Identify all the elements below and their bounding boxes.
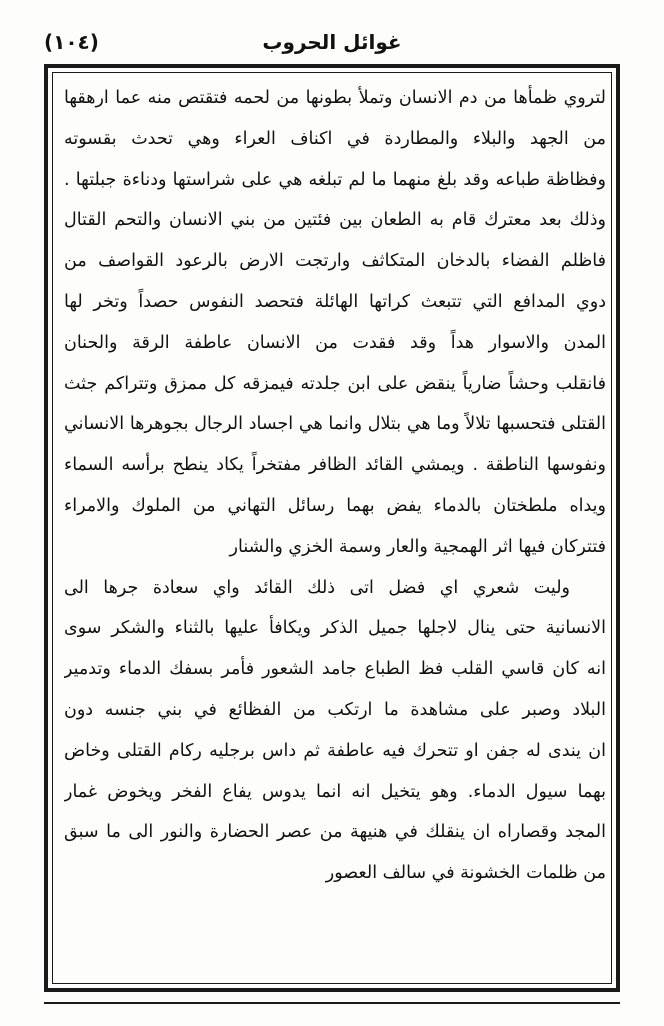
text-line: المجد وقصاراه ان ينقلك في هنيهة من عصر الحضارة والنور الى ما سبق (64, 822, 606, 843)
text-line: القتلى فتحسبها تلالاً وما هي بتلال وانما هي اجساد الرجال بجوهرها الانساني (64, 414, 606, 435)
paragraph-end-line: فتتركان فيها اثر الهمجية والعار وسمة الخزي والشنار (229, 536, 606, 557)
text-line: ونفوسها الناطقة . ويمشي القائد الظافر مفتخراً يكاد ينطح برأسه السماء (64, 455, 606, 476)
bottom-rule (44, 1002, 620, 1004)
text-line: انه كان قاسي القلب فظ الطباع جامد الشعور فأمر بسفك الدماء وتدمير (64, 659, 606, 680)
text-line: فاظلم الفضاء بالدخان المتكاثف وارتجت الارض بالرعود القواصف من (64, 251, 606, 272)
text-line: من الجهد والبلاء والمطاردة في اكناف العراء وهي تحدث بقسوته (64, 128, 606, 149)
running-title: غوائل الحروب (262, 30, 402, 54)
text-line: لتروي ظمأها من دم الانسان وتملأ بطونها من لحمه فتقتص منه عما ارهقها (64, 88, 606, 108)
text-line: ان يندى له جفن او تتحرك فيه عاطفة ثم داس برجليه ركام القتلى وخاض (64, 740, 606, 761)
page-number: (١٠٤) (44, 30, 99, 54)
paragraph-start-line: وليت شعري اي فضل اتى ذلك القائد واي سعادة جرها الى (64, 577, 570, 598)
page-header (44, 30, 620, 66)
text-line: ويداه ملطختان بالدماء يفض بهما رسائل التهاني من الملوك والامراء (64, 495, 606, 516)
text-line: الانسانية حتى ينال لاجلها جميل الذكر ويكافأ عليها بالثناء والشكر سوى (64, 618, 606, 639)
text-line: البلاد وصبر على مشاهدة ما ارتكب من الفظائع في بني جنسه دون (64, 699, 606, 720)
text-line: فانقلب وحشاً ضارياً ينقض على ابن جلدته فيمزقه كل ممزق وتتراكم جثث (64, 373, 606, 394)
text-line: دوي المدافع التي تتبعث كراتها الهائلة فتحصد النفوس حصداً وتخر لها (64, 291, 606, 312)
paragraph-end-line: من ظلمات الخشونة في سالف العصور (325, 863, 606, 884)
text-line: وذلك بعد معترك قام به الطعان بين فئتين من بني الانسان والتحم القتال (64, 210, 606, 231)
text-line: وفظاظة طباعه وقد بلغ منهما ما لم تبلغه هي على شراستها ودناءة جبلتها . (64, 169, 606, 190)
text-line: المدن والاسوار هداً وقد فقدت من الانسان عاطفة الرقة والحنان (64, 332, 606, 353)
text-line: بهما سيول الدماء. وهو يتخيل انه انما يدوس يفاع الفخر ويخوض غمار (64, 781, 606, 802)
body-text (64, 78, 606, 894)
